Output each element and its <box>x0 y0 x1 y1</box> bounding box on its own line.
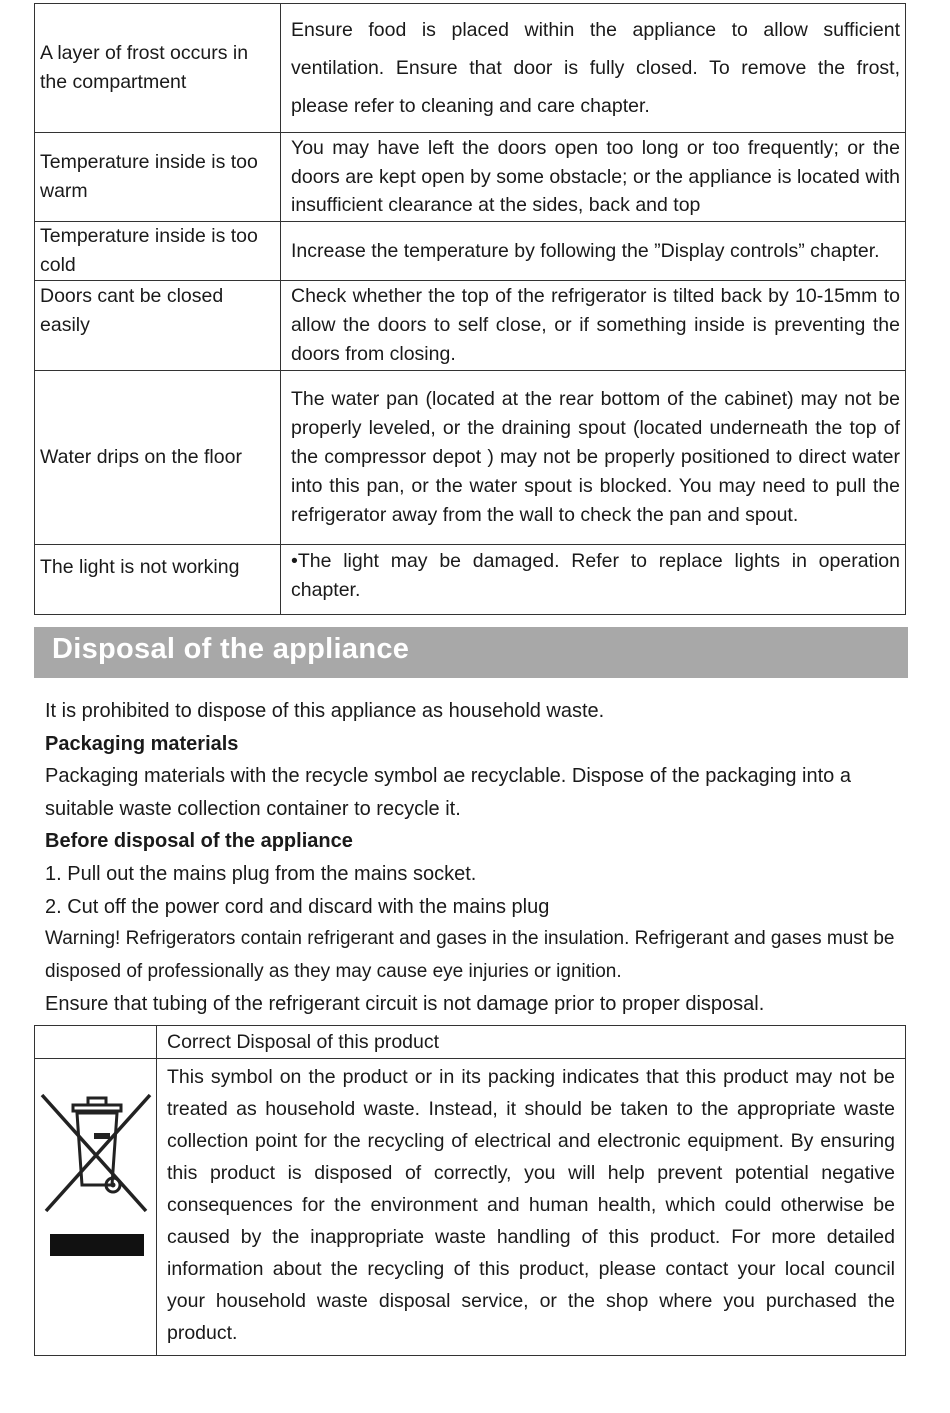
problem-cell: Temperature inside is too warm <box>35 133 281 222</box>
problem-cell: Temperature inside is too cold <box>35 222 281 281</box>
crossed-out-wheelie-bin-icon <box>38 1089 154 1269</box>
disposal-section <box>45 695 905 1021</box>
correct-disposal-heading: Correct Disposal of this product <box>157 1026 906 1059</box>
weee-symbol-cell <box>35 1059 157 1356</box>
before-disposal-heading: Before disposal of the appliance <box>45 830 353 853</box>
problem-cell: Doors cant be closed easily <box>35 281 281 371</box>
table-row <box>35 545 906 615</box>
table-row <box>35 222 906 281</box>
table-row <box>35 1059 906 1356</box>
tubing-text: Ensure that tubing of the refrigerant circuit is not damage prior to proper disposal. <box>45 993 765 1016</box>
problem-cell: Water drips on the floor <box>35 371 281 545</box>
table-row <box>35 133 906 222</box>
correct-disposal-table <box>34 1025 906 1356</box>
step-item: 1. Pull out the mains plug from the mains socket. <box>45 862 477 885</box>
solution-cell: Check whether the top of the refrigerator is tilted back by 10-15mm to allow the doors to self close, or if something inside is preventing the doors from closing. <box>281 281 906 371</box>
table-row <box>35 1026 906 1059</box>
troubleshooting-table <box>34 3 906 615</box>
solution-cell: You may have left the doors open too long or too frequently; or the doors are kept open by some obstacle; or the appliance is located with insufficient clearance at the sides, back and top <box>281 133 906 222</box>
table-row <box>35 281 906 371</box>
section-banner <box>34 627 908 678</box>
step-item: 2. Cut off the power cord and discard with the mains plug <box>45 895 550 918</box>
table-row <box>35 371 906 545</box>
intro-text: It is prohibited to dispose of this appliance as household waste. <box>45 700 605 722</box>
correct-disposal-text: This symbol on the product or in its packing indicates that this product may not be treated as household waste. Instead, it should be taken to the appropriate waste collection point for the recycling of electrical and electronic equipment. By ensuring this product is disposed of correctly, you will help prevent potential negative consequences for the environment and human health, which could otherwise be caused by the inappropriate waste handling of this product. For more detailed information about the recycling of this product, please contact your local council your household waste disposal service, or the shop where you purchased the product. <box>157 1059 906 1356</box>
packaging-heading: Packaging materials <box>45 732 239 755</box>
solution-cell: The water pan (located at the rear bottom of the cabinet) may not be properly leveled, or the draining spout (located underneath the top of the compressor depot ) may not be properly positioned to direct water into this pan, or the water spout is blocked. You may need to pull the refrigerator away from the wall to check the pan and spout. <box>281 371 906 545</box>
section-title: Disposal of the appliance <box>52 633 410 665</box>
problem-cell: The light is not working <box>35 545 281 615</box>
solution-cell: Ensure food is placed within the appliance to allow sufficient ventilation. Ensure that door is fully closed. To remove the frost, please refer to cleaning and care chapter. <box>281 4 906 133</box>
solution-cell: •The light may be damaged. Refer to replace lights in operation chapter. <box>281 545 906 615</box>
table-row <box>35 4 906 133</box>
problem-cell: A layer of frost occurs in the compartment <box>35 4 281 133</box>
warning-text: Warning! Refrigerators contain refrigerant and gases in the insulation. Refrigerant and gases must be disposed of professionally as they may cause eye injuries or ignition. <box>45 928 895 982</box>
packaging-text: Packaging materials with the recycle symbol ae recyclable. Dispose of the packaging into a suitable waste collection container to recycle it. <box>45 765 851 820</box>
empty-cell <box>35 1026 157 1059</box>
solution-cell: Increase the temperature by following the ”Display controls” chapter. <box>281 222 906 281</box>
